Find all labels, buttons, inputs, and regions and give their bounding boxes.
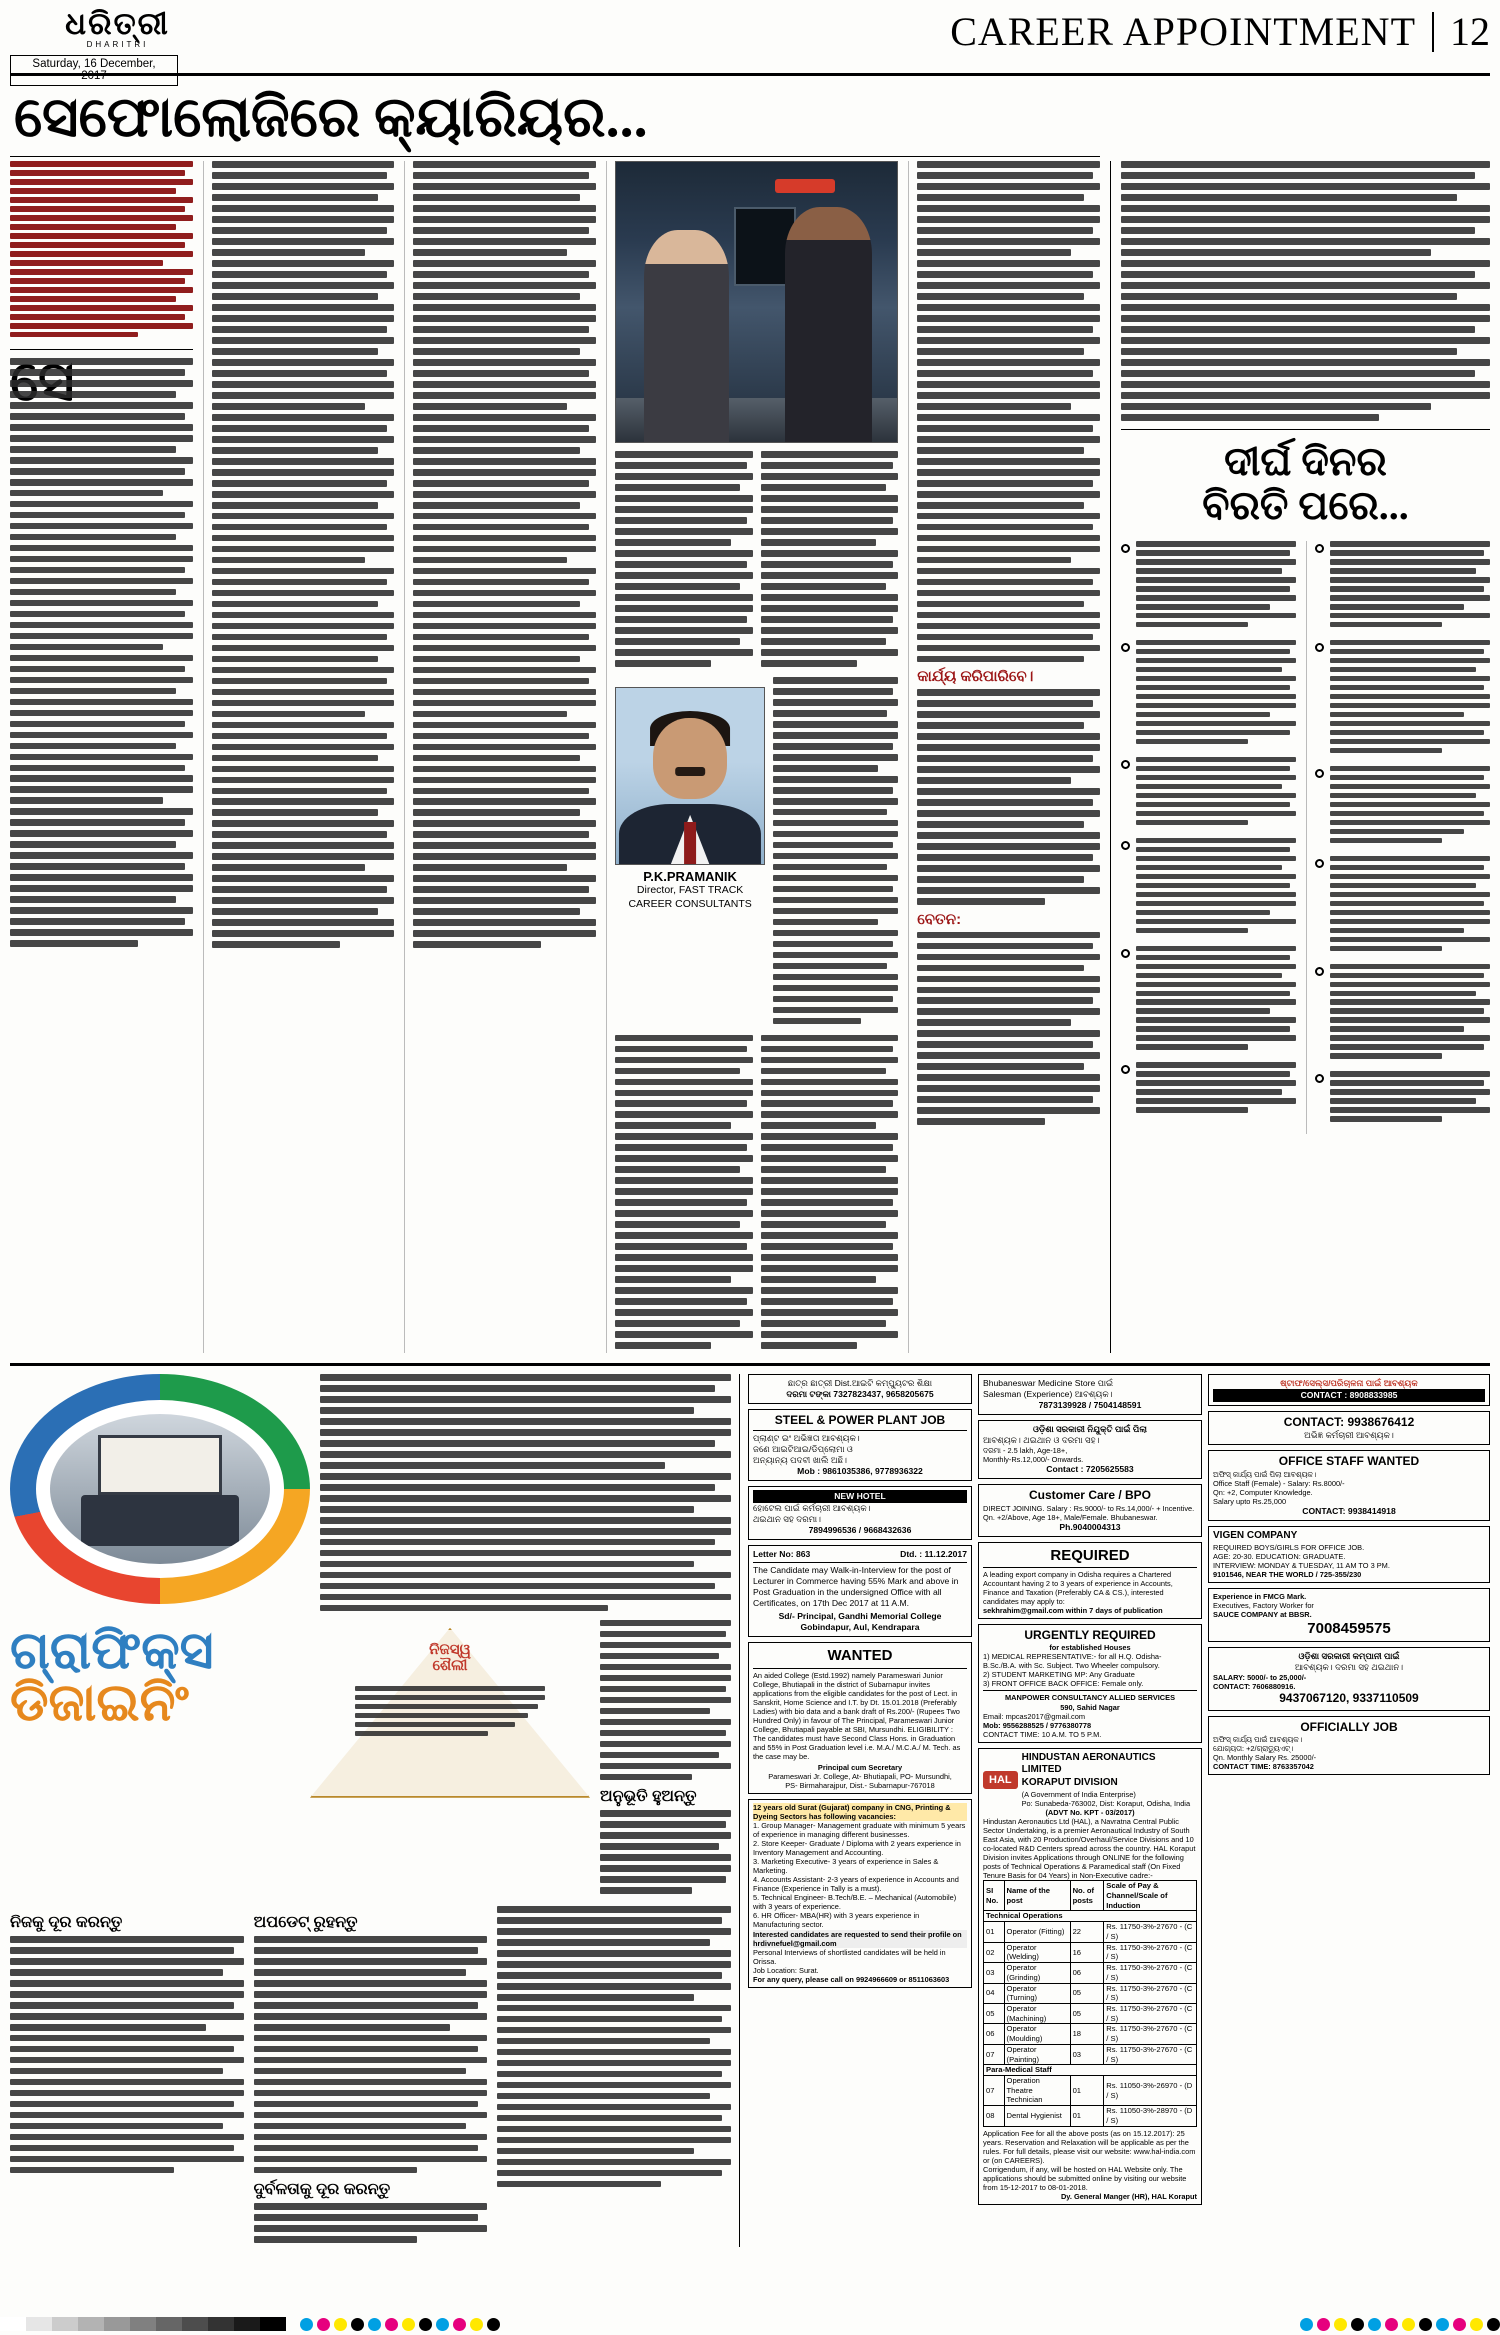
- table-row: 08 Dental Hygienist 01 Rs. 11050-3%-28970 - (D / S): [984, 2106, 1197, 2126]
- feature-bottom-col-3: [497, 1906, 731, 2247]
- feature-bottom-col-2: [254, 1906, 488, 2247]
- photo-person-right: [785, 207, 872, 442]
- ad-line: AGE: 20-30. EDUCATION: GRADUATE.: [1213, 1551, 1346, 1561]
- classified-ads: [748, 1374, 1490, 2247]
- ad-customer-care-bpo[interactable]: [978, 1484, 1202, 1536]
- gray-swatch: [52, 2317, 78, 2331]
- ad-title: Experience in FMCG Mark.: [1213, 1591, 1307, 1601]
- publication-date: Saturday, 16 December, 2017: [10, 55, 178, 86]
- ad-item: 3) FRONT OFFICE BACK OFFICE: Female only.: [983, 1679, 1144, 1689]
- color-swatch: [470, 2318, 483, 2331]
- color-swatch: [487, 2318, 500, 2331]
- ad-signature: Principal cum Secretary: [817, 1762, 903, 1772]
- ad-company: MANPOWER CONSULTANCY ALLIED SERVICES: [1005, 1693, 1175, 1703]
- feature-title-line1: ଗ୍ରାଫିକ୍ସ: [10, 1622, 214, 1680]
- ad-title: ଓଡ଼ିଶା ସରକାରୀ ନିଯୁକ୍ତି ପାଇଁ ପିଲା: [1033, 1424, 1147, 1435]
- ad-urgently-required-houses[interactable]: [978, 1624, 1202, 1743]
- lower-section: [10, 1363, 1490, 2247]
- color-swatch: [436, 2318, 449, 2331]
- ad-item: 6. HR Officer- MBA(HR) with 3 years experience in Manufacturing sector.: [753, 1911, 920, 1930]
- sidebar-intro: [1121, 161, 1490, 420]
- ad-new-hotel[interactable]: [748, 1486, 972, 1540]
- ad-item: 2) STUDENT MARKETING MP: Any Graduate: [983, 1670, 1135, 1680]
- article-body-4d: [615, 1035, 753, 1354]
- ad-division: KORAPUT DIVISION: [1021, 1777, 1118, 1789]
- bullet-circle-icon: [1315, 544, 1324, 553]
- ad-contact: Ph.9040004313: [1059, 1521, 1121, 1532]
- bullet-circle-icon: [1121, 643, 1130, 652]
- bullet-circle-icon: [1315, 1074, 1324, 1083]
- color-calibration-bar: [0, 2313, 1500, 2335]
- table-section: Para-Medical Staff: [984, 2065, 1197, 2076]
- feature-text: [320, 1374, 731, 1616]
- color-swatch: [419, 2318, 432, 2331]
- table-header: Name of the post: [1004, 1881, 1070, 1911]
- ad-line: Bhubaneswar Medicine Store ପାଇଁ: [983, 1378, 1114, 1389]
- triangle-label-line1: ନିଜସ୍ୱ: [429, 1641, 471, 1658]
- ad-apply-email: sekhrahim@gmail.com within 7 days of publication: [983, 1605, 1163, 1615]
- bullet-circle-icon: [1121, 949, 1130, 958]
- list-item: [1121, 838, 1296, 937]
- ad-org: (A Government of India Enterprise): [1021, 1790, 1136, 1800]
- ad-line: Executives, Factory Worker for: [1213, 1600, 1314, 1610]
- ad-line: ଛାତ୍ର ଛାତ୍ରୀ Dist.ଆଇଟି କମ୍ପ୍ୟୁଟର ଶିକ୍ଷା: [787, 1378, 933, 1389]
- sidebar-heading: [1121, 429, 1490, 534]
- ad-hindustan-aeronautics-koraput[interactable]: [978, 1748, 1202, 2205]
- color-swatch: [1368, 2318, 1381, 2331]
- table-row: 07 Operation Theatre Technician 01 Rs. 11050-3%-26970 - (D / S): [984, 2075, 1197, 2105]
- list-item: [1315, 640, 1490, 757]
- article-body-5: [917, 161, 1100, 662]
- color-swatch: [317, 2318, 330, 2331]
- ad-contact: 7008459575: [1307, 1619, 1391, 1637]
- classified-column-3: [1208, 1374, 1490, 2247]
- triangle-label: [429, 1642, 471, 1675]
- color-swatch: [385, 2318, 398, 2331]
- color-swatch: [1419, 2318, 1432, 2331]
- ad-item: 5. Technical Engineer- B.Tech/B.E. – Mechanical (Automobile) with 3 years of experience.: [753, 1893, 957, 1912]
- color-swatch: [1402, 2318, 1415, 2331]
- ad-item: 1. Group Manager- Management graduate with minimum 5 years of experience in managing different businesses.: [753, 1821, 966, 1840]
- color-swatch: [453, 2318, 466, 2331]
- ad-line: INTERVIEW: MONDAY & TUESDAY, 11 AM TO 3 PM.: [1213, 1560, 1390, 1570]
- ad-salary: SALARY: 5000/- to 25,000/-: [1213, 1673, 1307, 1683]
- ad-title: NEW HOTEL: [753, 1490, 967, 1503]
- color-swatch: [1470, 2318, 1483, 2331]
- article-column-4: [606, 161, 898, 1353]
- portrait-face: [653, 718, 727, 799]
- ad-contact: ଦରମା ଟଙ୍କା 7327823437, 9658205675: [786, 1389, 934, 1400]
- ad-contact: CONTACT : 8908833985: [1213, 1389, 1485, 1402]
- article-body-4b: [761, 451, 899, 671]
- bullet-circle-icon: [1315, 967, 1324, 976]
- ad-item: 1) MEDICAL REPRESENTATIVE:- for all H.Q. Odisha- B.Sc./B.A. with Sc. Subject. Two Wheeler compulsory.: [983, 1652, 1162, 1671]
- bullet-circle-icon: [1121, 544, 1130, 553]
- main-article: [10, 161, 1100, 1353]
- article-body-1: [10, 358, 193, 947]
- logo-text: ଧରିତ୍ରୀ: [65, 6, 170, 41]
- ad-title: CONTACT: 9938676412: [1283, 1415, 1415, 1430]
- triangle-text: [355, 1686, 545, 1740]
- ad-body: Hindustan Aeronautics Ltd (HAL), a Navratna Central Public Sector Undertaking, is a premier Aeronautical Industry of South East Asia, with 20 Production/Overhaul/Service Divisions and 10 co-located R&D Centers spread across the country. HAL Koraput Division invites Applications through ONLINE for the following posts of Technical Operations & Paramedical staff (On Fixed Tenure Basis for 04 Years) in Non-Executive cadre:-: [983, 1817, 1196, 1881]
- list-item: [1121, 541, 1296, 631]
- gray-swatch: [182, 2317, 208, 2331]
- ad-odia-boy-girl[interactable]: [978, 1420, 1202, 1479]
- table-section: Technical Operations: [984, 1911, 1197, 1922]
- logo-subtext: DHARITRI: [86, 40, 149, 49]
- ad-small-odia-top[interactable]: [748, 1374, 972, 1404]
- ad-line: Salesman (Experience) ଆବଶ୍ୟକ।: [983, 1389, 1113, 1400]
- gray-swatch: [0, 2317, 26, 2331]
- ad-signature: Sd/- Principal, Gandhi Memorial College: [778, 1611, 942, 1622]
- interview-photo: [615, 161, 898, 443]
- triangle-label-line2: ଶୈଲୀ: [432, 1658, 468, 1675]
- portrait-moustache: [675, 767, 705, 776]
- feature-subhead-1: ନିଜକୁ ଦୂର କରନ୍ତୁ: [10, 1914, 123, 1932]
- ad-vigen-company-graduate[interactable]: [1208, 1526, 1490, 1583]
- ad-line: ପ୍ଲାଣ୍ଟ ଇଂ ଅଭିଜ୍ଞତା ଆବଶ୍ୟକ।: [753, 1433, 860, 1444]
- photo-light: [775, 179, 835, 193]
- ad-line: REQUIRED BOYS/GIRLS FOR OFFICE JOB.: [1213, 1542, 1365, 1552]
- portrait-role-1: Director, FAST TRACK: [636, 884, 744, 897]
- feature-title-block: [10, 1620, 300, 1730]
- ad-line: ଷ୍ଟାଫ/ସେଲ୍ସ/ପରିଚାଳନା ପାଇଁ ଆବଶ୍ୟକ: [1280, 1378, 1418, 1389]
- ad-title: STEEL & POWER PLANT JOB: [774, 1413, 946, 1428]
- ad-title: URGENTLY REQUIRED: [1024, 1627, 1156, 1642]
- ad-lecturer-commerce[interactable]: [748, 1545, 972, 1637]
- ad-contact: Mob: 9556288525 / 9776380778: [983, 1720, 1092, 1730]
- ad-address-1: Parameswari Jr. College, At- Bhutiapali, PO- Mursundhi,: [768, 1772, 952, 1782]
- bullet-circle-icon: [1121, 760, 1130, 769]
- ad-line: ଆବଶ୍ୟକ। ଥଇଥାନ ଓ ଦରମା ସହ।: [983, 1435, 1100, 1446]
- ad-line: Monthly-Rs.12,000/- Onwards.: [983, 1455, 1084, 1465]
- color-swatch: [351, 2318, 364, 2331]
- ad-apply-email: Interested candidates are requested to send their profile on hrdivnefuel@gmail.com: [753, 1930, 967, 1948]
- color-swatch: [1317, 2318, 1330, 2331]
- feature-col-right: [600, 1620, 731, 1898]
- section-title: CAREER APPOINTMENT: [950, 9, 1416, 54]
- list-item: [1315, 964, 1490, 1063]
- ad-contact-1: CONTACT: 7606880916.: [1213, 1682, 1296, 1692]
- list-item: [1121, 946, 1296, 1054]
- article-subhead-2: ବେତନ:: [917, 910, 962, 928]
- gray-swatch: [260, 2317, 286, 2331]
- article-body-4c: [773, 677, 898, 1029]
- portrait-role-2: CAREER CONSULTANTS: [628, 897, 752, 910]
- article-body-4a: [615, 451, 753, 671]
- ad-line: ଦରମା - 2.5 lakh, Age-18+,: [983, 1446, 1068, 1456]
- color-swatch: [1334, 2318, 1347, 2331]
- list-item: [1121, 640, 1296, 748]
- masthead: [10, 6, 1490, 82]
- table-row: 03 Operator (Grinding) 06 Rs. 11750-3%-27670 - (C / S): [984, 1963, 1197, 1983]
- ad-contact: CONTACT TIME: 8763357042: [1213, 1762, 1314, 1772]
- article-body-5b: [917, 689, 1100, 904]
- table-row: 04 Operator (Turning) 05 Rs. 11750-3%-27670 - (C / S): [984, 1983, 1197, 2003]
- ad-note-1: Application Fee for all the above posts (as on 15.12.2017): 25 years. Reservation and Relaxation will be applicable as per the rules. For full details, please visit our website: www.hal-india.com or (on CAREERS).: [983, 2128, 1196, 2165]
- sidebar-article: [1110, 161, 1490, 1353]
- bullet-circle-icon: [1315, 769, 1324, 778]
- table-header: SI No.: [984, 1881, 1005, 1911]
- article-columns: [10, 161, 1100, 1353]
- color-swatch: [300, 2318, 313, 2331]
- gray-swatch: [156, 2317, 182, 2331]
- sidebar-heading-line2: ବିରତି ପରେ...: [1202, 483, 1409, 529]
- page-number: 12: [1432, 12, 1490, 52]
- color-swatch: [1436, 2318, 1449, 2331]
- feature-title-line2: ଡିଜାଇନିଂ: [10, 1674, 189, 1732]
- ad-salary: Qn. Monthly Salary Rs. 25000/-: [1213, 1753, 1317, 1763]
- portrait-block: [615, 687, 765, 1029]
- article-column-3: [404, 161, 596, 1353]
- feature-hero: [10, 1374, 731, 1616]
- ad-line: ଜଣେ ଆଇଟିଆଇ/ଡିପ୍ଲୋମା ଓ: [753, 1444, 853, 1455]
- ad-office-staff-wanted[interactable]: [1208, 1450, 1490, 1520]
- color-swatch: [1453, 2318, 1466, 2331]
- headline-row: [10, 82, 1490, 157]
- ad-line: Qn: +2, Computer Knowledge.: [1213, 1487, 1313, 1497]
- table-row: 06 Operator (Moulding) 18 Rs. 11750-3%-27670 - (C / S): [984, 2024, 1197, 2044]
- ad-title: HINDUSTAN AERONAUTICS LIMITED: [1021, 1751, 1156, 1776]
- hal-logo: HAL: [983, 1771, 1018, 1789]
- ad-line: ଆବଶ୍ୟକ। ଦରମା ସହ ଥଇଥାନ।: [1294, 1662, 1404, 1673]
- ad-title: REQUIRED: [1050, 1546, 1130, 1564]
- ad-contact-number-top[interactable]: [1208, 1411, 1490, 1445]
- table-header: Scale of Pay & Channel/Scale of Induction: [1104, 1881, 1197, 1911]
- list-item: [1121, 1062, 1296, 1116]
- triangle-callout: [310, 1628, 590, 1798]
- ad-address-2: PS- Birmaharajpur, Dist.- Subarnapur-767018: [785, 1781, 935, 1791]
- list-item: [1315, 856, 1490, 955]
- ad-contact: For any query, please call on 9924966609 or 8511063603: [753, 1974, 950, 1984]
- article-body-3: [413, 161, 596, 947]
- article-column-5: [908, 161, 1100, 1353]
- feature-monitor: [98, 1435, 221, 1495]
- ad-contact: 9101546, NEAR THE WORLD / 725-355/230: [1213, 1569, 1362, 1579]
- ad-title: VIGEN COMPANY: [1213, 1529, 1298, 1541]
- list-item: [1315, 766, 1490, 847]
- article-body-5c: [917, 932, 1100, 1125]
- ad-fmcg-sauce-company[interactable]: [1208, 1588, 1490, 1642]
- feature-photo: [50, 1414, 270, 1564]
- ad-contact: 7894996536 / 9668432636: [808, 1525, 912, 1536]
- body-wrapper: [10, 161, 1490, 1353]
- ad-body: An aided College (Estd.1992) namely Parameswari Junior College, Bhutiapali in the district of Subarnapur invites applications from the eligible candidates for the post of Lect. in Sanskrit, Home Science and I.T. by Dt. 15.01.2018 (Preferably Ladies) with bio data and a bank draft of Rs.200/- (Rupees Two Hundred Only) in favour of The Principal, Parameswari Junior College, Bhutiapali payable at SBI, Mursundhi. ELIGIBILITY : The candidates must have Second Class Hons. in Graduation and 55% in Post Graduation level i.e. M.A./ M.C.A./ M. Tech. as the case may be.: [753, 1670, 961, 1761]
- graphics-design-feature: [10, 1374, 740, 2247]
- article-subhead-1: କାର୍ଯ୍ୟ କରିପାରିବେ।: [917, 668, 1034, 686]
- ad-contact: CONTACT: 9938414918: [1302, 1505, 1396, 1516]
- photo-person-left: [644, 230, 728, 443]
- portrait-photo: [615, 687, 765, 865]
- ad-odia-required-big[interactable]: [1208, 1647, 1490, 1710]
- ad-body: DIRECT JOINING. Salary : Rs.9000/- to Rs.14,000/- + Incentive. Qn. +2/Above, Age 18+, Male/Female. Bhubaneswar.: [983, 1503, 1195, 1522]
- color-swatch: [1385, 2318, 1398, 2331]
- ad-po: Po: Sunabeda-763002, Dist: Koraput, Odisha, India: [1021, 1799, 1191, 1809]
- ad-company: SAUCE COMPANY at BBSR.: [1213, 1609, 1312, 1619]
- feature-bottom-col-1: [10, 1906, 244, 2247]
- color-dots-strip: [300, 2318, 500, 2331]
- portrait-name: P.K.PRAMANIK: [643, 869, 737, 885]
- table-header: No. of posts: [1070, 1881, 1104, 1911]
- classified-column-2: [978, 1374, 1202, 2247]
- ad-letter-no: Letter No: 863: [753, 1549, 811, 1560]
- headline-spacer: [1100, 82, 1490, 157]
- feature-subhead-2: ଅପଡେଟ୍ ରୁହନ୍ତୁ: [253, 1914, 358, 1932]
- ad-salary: Salary upto Rs.25,000: [1213, 1496, 1287, 1506]
- ad-wanted-parameswari-college[interactable]: [748, 1642, 972, 1794]
- article-column-2: [203, 161, 395, 1353]
- ad-line: ଥଇଥାନ ସହ ଦରମା।: [753, 1514, 821, 1525]
- grayscale-strip: [0, 2317, 286, 2331]
- ad-location: Job Location: Surat.: [753, 1965, 819, 1975]
- ad-line: Office Staff (Female) - Salary: Rs.8000/-: [1213, 1478, 1345, 1488]
- gray-swatch: [78, 2317, 104, 2331]
- ad-body: A leading export company in Odisha requires a Chartered Accountant having 2 to 3 years of experience in Accounts, Finance and Taxation (Preferably CA & CS.), interested candidates may apply to:: [983, 1569, 1173, 1606]
- ad-date: Dtd. : 11.12.2017: [900, 1549, 967, 1560]
- ad-sales-marketing-odia[interactable]: [1208, 1374, 1490, 1406]
- ad-item: 2. Store Keeper- Graduate / Diploma with 2 years experience in Inventory Management and Accounting.: [753, 1839, 961, 1858]
- color-swatch: [368, 2318, 381, 2331]
- article-body-4e: [761, 1035, 899, 1354]
- ad-address: Gobindapur, Aul, Kendrapara: [800, 1622, 920, 1633]
- bullet-circle-icon: [1315, 643, 1324, 652]
- article-intro: [10, 161, 193, 350]
- newspaper-logo: [10, 6, 225, 86]
- sidebar-bullets-left: [1121, 541, 1296, 1134]
- ad-apply-email: Email: mpcas2017@gmail.com: [983, 1711, 1085, 1721]
- ad-note: Personal Interviews of shortlisted candidates will be held in Orissa.: [753, 1947, 946, 1966]
- ad-line: ଅଭିଜ୍ଞ କର୍ମଚାରୀ ଆବଶ୍ୟକ।: [1304, 1430, 1394, 1441]
- ad-title: OFFICIALLY JOB: [1300, 1719, 1398, 1734]
- table-row: 02 Operator (Welding) 16 Rs. 11750-3%-27670 - (C / S): [984, 1942, 1197, 1962]
- ad-body: The Candidate may Walk-in-Interview for the post of Lecturer in Commerce having 55% Mark and above in Post Graduation in the undersigned Office with all Certificates, on 17th Dec 2017 at 11 A.M.: [753, 1565, 959, 1609]
- gray-swatch: [130, 2317, 156, 2331]
- ad-required-chartered-accountant[interactable]: [978, 1542, 1202, 1619]
- bullet-circle-icon: [1315, 859, 1324, 868]
- ad-signature: Dy. General Manger (HR), HAL Koraput: [1060, 2191, 1197, 2201]
- ad-title: WANTED: [827, 1647, 893, 1665]
- bullet-circle-icon: [1121, 1065, 1130, 1074]
- ad-address: 590, Sahid Nagar: [1060, 1702, 1120, 1712]
- color-swatch: [402, 2318, 415, 2331]
- sidebar-heading-line1: ଦୀର୍ଘ ଦିନର: [1224, 438, 1387, 484]
- masthead-right: [225, 6, 1490, 52]
- color-swatch: [334, 2318, 347, 2331]
- gray-swatch: [26, 2317, 52, 2331]
- ad-contact-time: CONTACT TIME: 10 A.M. TO 5 P.M.: [983, 1729, 1102, 1739]
- ad-title: Customer Care / BPO: [1028, 1488, 1152, 1503]
- ad-surat-cng-printing-dyeing[interactable]: [748, 1799, 972, 1988]
- ad-title: OFFICE STAFF WANTED: [1278, 1454, 1420, 1469]
- table-row: 01 Operator (Fitting) 22 Rs. 11750-3%-27670 - (C / S): [984, 1922, 1197, 1942]
- color-swatch: [1351, 2318, 1364, 2331]
- feature-tablet: [81, 1495, 239, 1546]
- feature-subhead-3: ଅନୁଭୂତି ହୁଅନ୍ତୁ: [600, 1788, 697, 1806]
- color-swatch: [1300, 2318, 1313, 2331]
- feature-intro: [320, 1374, 731, 1611]
- list-item: [1315, 541, 1490, 631]
- portrait-tie: [684, 822, 696, 864]
- color-dots-strip-right: [1300, 2318, 1500, 2331]
- ad-line: ଓଡ଼ିଶା ସରକାରୀ କମ୍ପାନୀ ପାଇଁ: [1298, 1651, 1400, 1662]
- ad-contact: Contact : 7205625583: [1046, 1464, 1134, 1475]
- bullet-circle-icon: [1121, 841, 1130, 850]
- ad-contact-2: 9437067120, 9337110509: [1279, 1691, 1419, 1706]
- ad-post-table: [983, 1880, 1197, 2126]
- table-row: 07 Operator (Painting) 03 Rs. 11750-3%-27670 - (C / S): [984, 2044, 1197, 2064]
- ad-note-2: Corrigendum, if any, will be hosted on HAL Website only. The applications should be submitted online by visiting our website from 15-12-2017 to 08-01-2018.: [983, 2164, 1187, 2192]
- ad-line: ଅଫିସ୍ କାର୍ଯ୍ୟ ପାଇଁ ଆବଶ୍ୟକ।: [1213, 1734, 1303, 1744]
- ad-line: ଅଫିସ୍ କାର୍ଯ୍ୟ ପାଇଁ ପିଲା ଆବଶ୍ୟକ।: [1213, 1469, 1317, 1479]
- feature-subhead-4: ଦୁର୍ବଳତାକୁ ଦୂର କରନ୍ତୁ: [253, 2181, 391, 2199]
- ad-item: 3. Marketing Executive- 3 years of experience in Sales & Marketing.: [753, 1857, 939, 1876]
- gray-swatch: [208, 2317, 234, 2331]
- ad-contact: 7873139928 / 7504148591: [1038, 1400, 1142, 1411]
- ad-title: 12 years old Surat (Gujarat) company in CNG, Printing & Dyeing Sectors has following vacancies:: [753, 1803, 967, 1821]
- ad-line: ଯୋଗ୍ୟତା: +2/ଗ୍ରାଡ୍ୟୁଏଟ୍।: [1213, 1743, 1294, 1753]
- list-item: [1315, 1071, 1490, 1125]
- ad-line: ହୋଟେଲ ପାଇଁ କର୍ମଚାରୀ ଆବଶ୍ୟକ।: [753, 1503, 871, 1514]
- gray-swatch: [234, 2317, 260, 2331]
- feature-illustration: [10, 1374, 310, 1604]
- table-row: 05 Operator (Machining) 05 Rs. 11750-3%-27670 - (C / S): [984, 2003, 1197, 2023]
- ad-item: 4. Accounts Assistant- 2-3 years of experience in Accounts and Finance (Experience in Tally is a must).: [753, 1875, 959, 1894]
- ad-officially-job[interactable]: [1208, 1716, 1490, 1775]
- ad-subtitle: for established Houses: [1049, 1643, 1131, 1653]
- ad-advt-no: (ADVT No. KPT - 03/2017): [1045, 1808, 1135, 1818]
- color-swatch: [1487, 2318, 1500, 2331]
- article-body-2: [212, 161, 395, 947]
- sidebar-bullets-right: [1306, 541, 1490, 1134]
- article-column-1: [10, 161, 193, 1353]
- classified-column-1: [748, 1374, 972, 2247]
- ad-contact: Mob : 9861035386, 9778936322: [797, 1466, 923, 1477]
- page-title: ସେଫୋଲୋଜିରେ କ୍ୟାରିୟର...: [10, 82, 1100, 157]
- list-item: [1121, 757, 1296, 829]
- ad-steel-power-plant-job[interactable]: [748, 1409, 972, 1481]
- gray-swatch: [104, 2317, 130, 2331]
- ad-bhubaneswar-medicine-store[interactable]: [978, 1374, 1202, 1415]
- ad-line: ଅନ୍ୟାନ୍ୟ ପଦବୀ ଖାଲି ଅଛି।: [753, 1455, 847, 1466]
